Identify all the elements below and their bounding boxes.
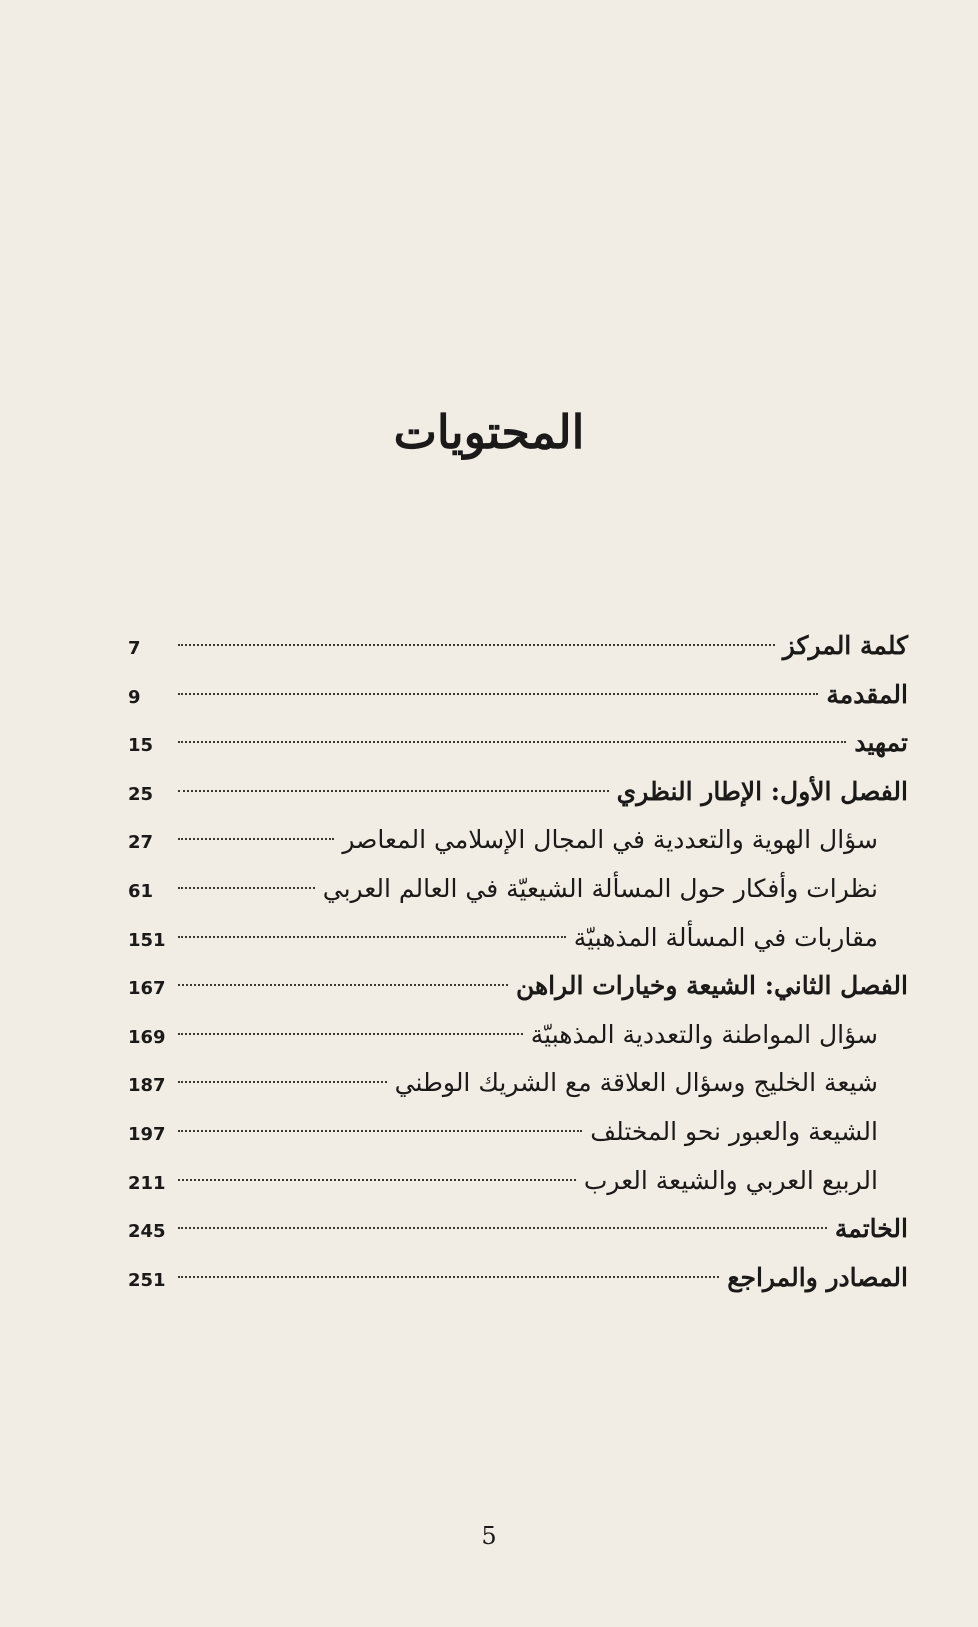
- toc-entry-page: 245: [128, 1221, 166, 1243]
- toc-entry: [128, 1108, 908, 1157]
- toc-entry-page: 169: [128, 1026, 166, 1048]
- toc-entry: [128, 1157, 908, 1206]
- dot-leader: [178, 1227, 827, 1229]
- toc-entry-page: 151: [128, 929, 166, 951]
- toc-entry-page: 15: [128, 735, 154, 757]
- toc-entry-title: الشيعة والعبور نحو المختلف: [590, 1116, 878, 1146]
- toc-entry-title: الخاتمة: [834, 1214, 908, 1244]
- toc-entry-title: شيعة الخليج وسؤال العلاقة مع الشريك الوطني: [394, 1068, 878, 1098]
- dot-leader: [178, 1276, 719, 1278]
- toc-entry-title: تمهيد: [854, 728, 908, 758]
- toc-entry: [128, 962, 908, 1011]
- dot-leader: [178, 1130, 582, 1132]
- dot-leader: [178, 790, 609, 792]
- toc-entry-title: الفصل الأول: الإطار النظري: [616, 776, 908, 806]
- page-number: 5: [481, 1522, 497, 1550]
- toc-entry: [128, 719, 908, 768]
- toc-entry: [128, 622, 908, 671]
- toc-entry: [128, 1059, 908, 1108]
- dot-leader: [178, 741, 846, 743]
- toc-entry-title: المصادر والمراجع: [727, 1262, 908, 1292]
- dot-leader: [178, 693, 818, 695]
- dot-leader: [178, 936, 566, 938]
- toc-entry: [128, 816, 908, 865]
- toc-entry-title: كلمة المركز: [782, 631, 908, 660]
- dot-leader: [178, 644, 775, 646]
- toc-entry: [128, 914, 908, 963]
- toc-entry-title: المقدمة: [826, 679, 908, 709]
- toc-entry: [128, 865, 908, 914]
- table-of-contents: [128, 622, 908, 1302]
- toc-entry-page: 27: [128, 832, 154, 854]
- dot-leader: [178, 1033, 523, 1035]
- toc-entry-page: 197: [128, 1123, 166, 1145]
- toc-entry-title: نظرات وأفكار حول المسألة الشيعيّة في العالم العربي: [322, 873, 878, 903]
- toc-entry-page: 251: [128, 1269, 166, 1291]
- dot-leader: [178, 1179, 576, 1181]
- toc-entry: [128, 768, 908, 817]
- toc-entry: [128, 1011, 908, 1060]
- toc-entry: [128, 1205, 908, 1254]
- toc-entry-title: سؤال الهوية والتعددية في المجال الإسلامي المعاصر: [342, 825, 878, 855]
- toc-entry-page: 9: [128, 686, 141, 708]
- dot-leader: [178, 887, 315, 889]
- toc-entry-title: مقاربات في المسألة المذهبيّة: [573, 922, 878, 952]
- toc-entry-page: 7: [128, 638, 141, 659]
- page-title: المحتويات: [393, 405, 585, 459]
- dot-leader: [178, 1081, 387, 1083]
- toc-entry-title: الربيع العربي والشيعة العرب: [583, 1165, 878, 1195]
- dot-leader: [178, 984, 508, 986]
- dot-leader: [178, 838, 334, 840]
- toc-entry-title: سؤال المواطنة والتعددية المذهبيّة: [530, 1019, 878, 1049]
- toc-entry-page: 61: [128, 880, 154, 902]
- toc-entry-page: 187: [128, 1075, 166, 1097]
- toc-entry: [128, 1254, 908, 1303]
- toc-entry-page: 25: [128, 783, 154, 805]
- toc-entry-page: 211: [128, 1172, 166, 1194]
- toc-entry: [128, 671, 908, 720]
- toc-entry-title: الفصل الثاني: الشيعة وخيارات الراهن: [515, 971, 908, 1001]
- toc-entry-page: 167: [128, 978, 166, 1000]
